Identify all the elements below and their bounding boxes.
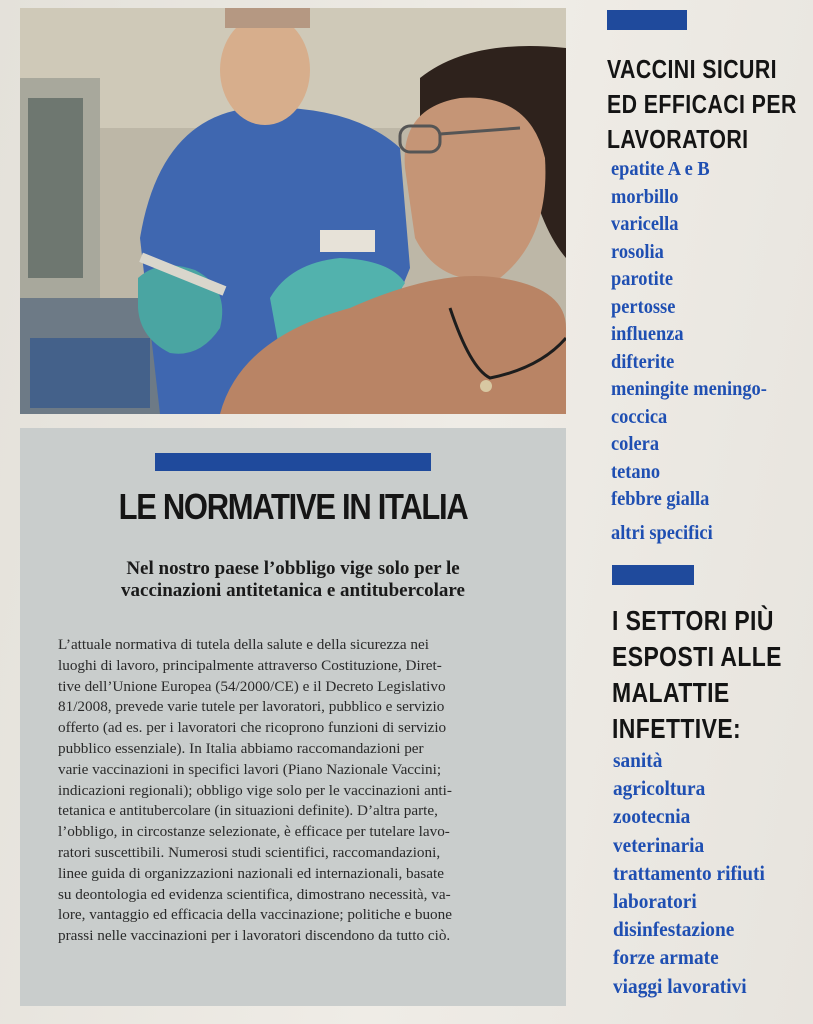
body-line: linee guida di organizzazioni nazionali ed internazionali, basate	[58, 864, 444, 882]
heading-line: MALATTIE	[612, 677, 730, 708]
list-item: pertosse	[611, 295, 676, 318]
list-item: disinfestazione	[613, 917, 735, 942]
list-item: difterite	[611, 350, 675, 373]
body-line: luoghi di lavoro, principalmente attraverso Costituzione, Diret-	[58, 656, 442, 674]
body-line: offerto (ad es. per i lavoratori che ricoprono funzioni di servizio	[58, 719, 447, 737]
heading-line: ESPOSTI ALLE	[612, 641, 782, 672]
heading-line: INFETTIVE:	[612, 713, 742, 744]
list-item: parotite	[611, 268, 674, 290]
heading-line: LAVORATORI	[607, 124, 749, 154]
vaccines-list	[611, 156, 767, 547]
heading-line: VACCINI SICURI	[607, 54, 777, 84]
list-item: zootecnia	[613, 804, 691, 829]
vaccines-heading	[607, 52, 797, 157]
list-item: forze armate	[613, 945, 719, 970]
vaccines-accent-bar	[607, 10, 687, 30]
box-subtitle	[60, 558, 526, 602]
body-line: tive dell’Unione Europea (54/2000/CE) e il Decreto Legislativo	[58, 677, 446, 695]
list-item: coccica	[611, 405, 668, 428]
body-line: prassi nelle vaccinazioni per i lavoratori discendono da tutto ciò.	[58, 927, 451, 945]
body-line: L’attuale normativa di tutela della salute e della sicurezza nei	[58, 636, 429, 653]
body-line: tetanica e antitubercolare (in situazioni definite). D’altra parte,	[58, 802, 438, 820]
body-line: 81/2008, prevede varie tutele per lavoratori, pubblico e servizio	[58, 698, 445, 716]
body-line: ratori suscettibili. Numerosi studi scientifici, raccomandazioni,	[58, 843, 441, 861]
list-item: colera	[611, 433, 660, 455]
list-item: rosolia	[611, 240, 664, 263]
body-line: l’obbligo, in circostanze selezionate, è efficace per tutelare lavo-	[58, 823, 450, 841]
heading-line: I SETTORI PIÙ	[612, 605, 774, 636]
heading-line: ED EFFICACI PER	[607, 89, 797, 119]
subtitle-line: vaccinazioni antitetanica e antitubercolare	[121, 580, 465, 601]
body-line: lore, vantaggio ed efficacia della vaccinazione; politiche e buone	[58, 906, 452, 924]
box-body-text	[58, 635, 530, 947]
body-line: su deontologia ed evidenza scientifica, dimostrano necessità, va-	[58, 885, 451, 903]
box-accent-bar	[155, 453, 431, 471]
list-item: viaggi lavorativi	[613, 973, 747, 998]
body-line: pubblico essenziale). In Italia abbiamo raccomandazioni per	[58, 739, 424, 757]
body-line: varie vaccinazioni in specifici lavori (Piano Nazionale Vaccini;	[58, 760, 442, 778]
sectors-heading	[612, 603, 782, 747]
sectors-accent-bar	[612, 565, 694, 585]
list-item: varicella	[611, 213, 679, 235]
list-item: tetano	[611, 460, 661, 483]
list-item: sanità	[613, 748, 663, 772]
box-title: LE NORMATIVE IN ITALIA	[118, 486, 468, 527]
vaccination-photo	[20, 8, 566, 414]
normative-box	[20, 428, 566, 1006]
list-item: trattamento rifiuti	[613, 860, 765, 885]
list-item: veterinaria	[613, 832, 705, 857]
list-item: altri specifici	[611, 521, 713, 544]
list-item: agricoltura	[613, 776, 706, 801]
sectors-list	[613, 746, 765, 1000]
list-item: influenza	[611, 323, 684, 345]
list-item: morbillo	[611, 185, 679, 208]
list-item: meningite meningo-	[611, 378, 767, 400]
body-line: indicazioni regionali); obbligo vige solo per le vaccinazioni anti-	[58, 781, 452, 799]
list-item: laboratori	[613, 889, 697, 914]
list-item: febbre gialla	[611, 488, 710, 510]
subtitle-line: Nel nostro paese l’obbligo vige solo per le	[126, 558, 460, 579]
list-item: epatite A e B	[611, 158, 710, 180]
